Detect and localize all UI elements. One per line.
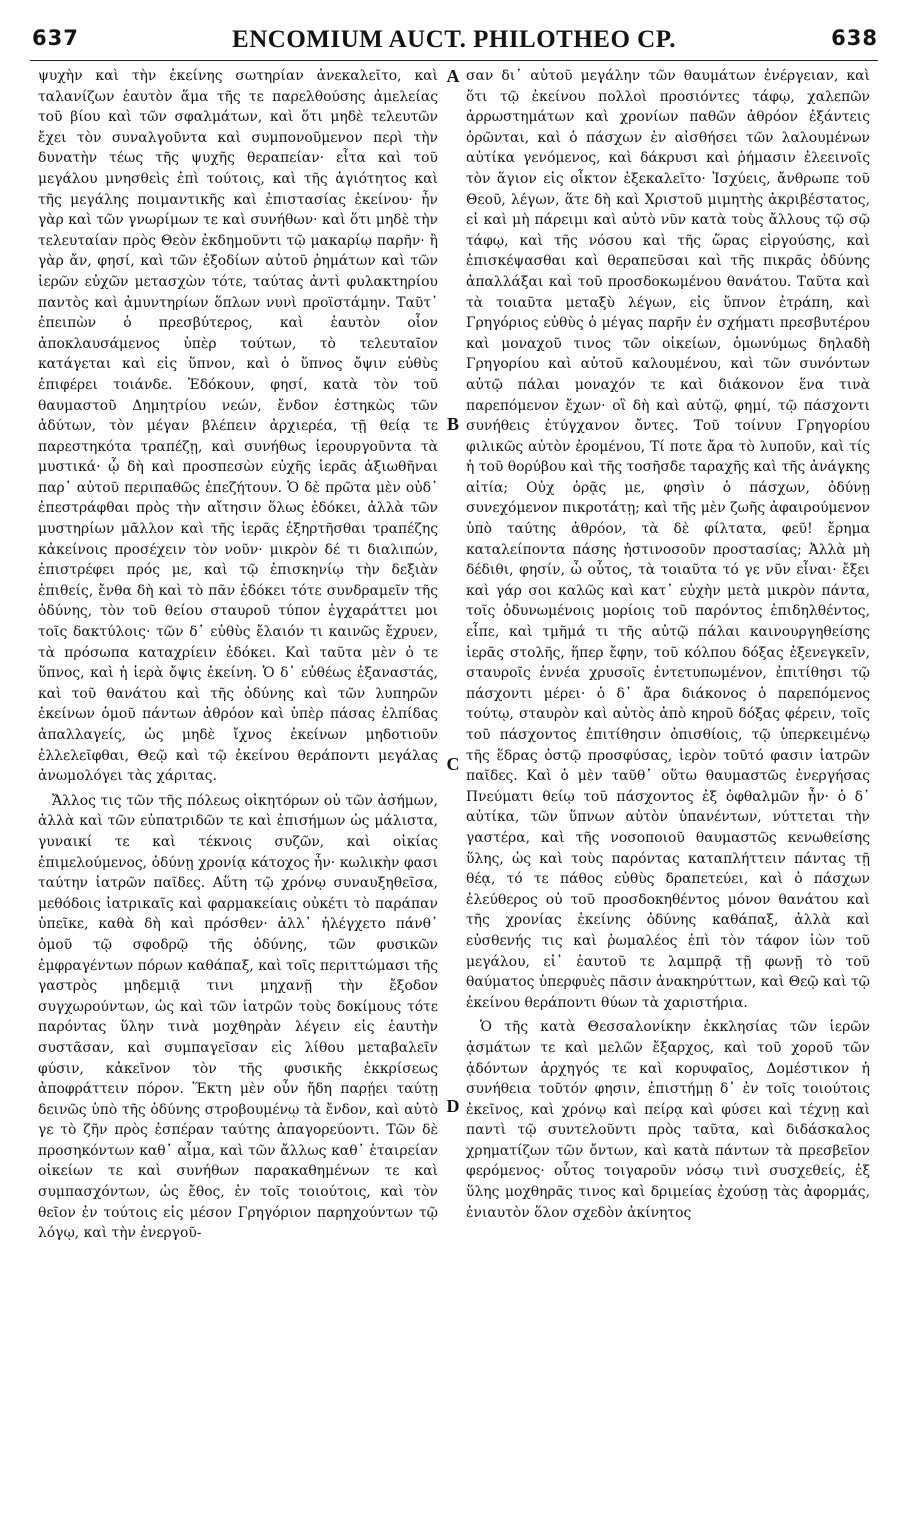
left-paragraph-2: Ἄλλος τις τῶν τῆς πόλεως οἰκητόρων οὐ τῶν ἀσήμων, ἀλλὰ καὶ τῶν εὐπατριδῶν τε καὶ ἐπισήμων ὡς μάλιστα, γυναικί τε καὶ τέκνοις συζῶν, καὶ οἰκίας ἐπιμελούμενος, ὀδύνῃ χρονίᾳ κάτοχος ἦν· κωλικὴν φασι ταύτην ἰατρῶν παῖδες. Αὕτη τῷ χρόνῳ συναυξηθεῖσα, μεθόδοις ἰατρικαῖς καὶ φαρμακείαις οὐκέτι τὸ παράπαν ὑπεῖκε, καθὰ δὴ καὶ πρόσθεν· ἀλλ᾽ ἠλέγχετο πάνθ᾽ ὁμοῦ τῷ σφοδρῷ τῆς ὀδύνης, τῶν φυσικῶν ἐμφραγέντων πόρων καθάπαξ, καὶ τοῖς περιττώμασι τῆς γαστρὸς μηδεμιᾷ τινι μηχανῇ τὴν ἔξοδον συγχωρούντων, ὡς καὶ τῶν ἰατρῶν τοὺς δοκίμους τότε παρόντας ὕλην τινὰ μοχθηρὰν λέγειν εἰς ἑαυτὴν συστᾶσαν, καὶ συμπαγεῖσαν εἰς λίθου μεταβαλεῖν φύσιν, κἀκεῖνον τὸν τῆς φυσικῆς ἐκκρίσεως ἀποφράττειν πόρον. Ἕκτη μὲν οὖν ἤδη παρῄει ταύτῃ δεινῶς ὑπὸ τῆς ὀδύνης στροβουμένῳ τὰ ἔνδον, καὶ αὐτὸ γε τὸ ζῆν πρὸς ἐσπέραν ταύτης ἀπαγορεύοντι. Τῶν δὲ προσηκόντων καθ᾽ αἷμα, καὶ τῶν ἄλλως καθ᾽ ἑταιρείαν οἰκείων τε καὶ συνήθων παρακαθημένων τε καὶ συμπασχόντων, ὡς ἔθος, ἐν τοῖς τοιούτοις, καὶ τὸν θεῖον ἐν τούτοις εἰς μέσον Γρηγόριον παρηχούντων τῷ λόγῳ, καὶ τὴν ἐνεργοῦ- <box>38 792 438 1242</box>
running-header <box>30 12 878 61</box>
page-number-right: 638 <box>831 26 878 50</box>
margin-marker-b: B <box>446 414 459 434</box>
left-paragraph-1: ψυχὴν καὶ τὴν ἐκείνης σωτηρίαν ἀνεκαλεῖτο, καὶ ταλανίζων ἑαυτὸν ἅμα τῆς τε παρελθούσης ἀμελείας τοῦ βίου καὶ τῶν σφαλμάτων, καὶ ὅτι μηδὲ τελευτῶν ἔχει τὸν συναλγοῦντα καὶ συμπονοῦμενον περὶ τὴν δυνατὴν τέως τῆς ψυχῆς θεραπείαν· εἶτα καὶ τοῦ μεγάλου μνησθεὶς ἐπὶ τούτοις, καὶ τῆς ἁγιότητος καὶ τῆς μεγάλης ποιμαντικῆς καὶ ἐπιστασίας ἐκείνου· ἦν γὰρ καὶ τῶν γνωρίμων τε καὶ συνήθων· καὶ ὅτι μηδὲ τὴν τελευταίαν πρὸς Θεὸν ἐκδημοῦντι τῷ μακαρίῳ παρῆν· ἢ γὰρ ἄν, φησί, καὶ τῶν ἐξοδίων αὐτοῦ ῥημάτων καὶ τῶν ἱερῶν εὐχῶν μετασχὼν τότε, ταύτας ἀντὶ φυλακτηρίου παντὸς καὶ ἀμυντηρίων ὅπλων νυνὶ προϊστάμην. Ταῦτ᾽ ἐπειπὼν ὁ πρεσβύτερος, καὶ ἑαυτὸν οἷον ἀποκλαυσάμενος ὑπὲρ τούτων, τὸ τελευταῖον κατάγεται καὶ εἰς ὕπνον, καὶ ὁ ὕπνος ὄψιν εὐθὺς ἐπιφέρει τοιάνδε. Ἐδόκουν, φησί, κατὰ τὸν τοῦ θαυμαστοῦ Δημητρίου νεών, ἔνδον ἑστηκὼς τῶν ἀδύτων, τὸν μέγαν βλέπειν ἀρχιερέα, τῇ θείᾳ τε παρεστηκότα τραπέζῃ, καὶ συνήθως ἱερουργοῦντα τὰ μυστικά· ᾧ δὴ καὶ προσπεσὼν εὐχῆς ἱερᾶς ἀξιωθῆναι παρ᾽ αὐτοῦ περιπαθῶς ἐπεζήτουν. Ὁ δὲ πρῶτα μὲν οὐδ᾽ ἐπεστράφθαι πρὸς τὴν αἴτησιν ὅλως ἐδόκει, ἀλλὰ τῶν μυστηρίων μᾶλλον καὶ τῆς ἱερᾶς ἐξηρτῆσθαι τραπέζης κἀκείνοις προσέχειν τὸν νοῦν· μικρὸν δέ τι διαλιπών, ἐπιστρέφει πρός με, καὶ τῷ ἐπισκηνίῳ τὴν δεξιὰν ἐπιθείς, ἔνθα δὴ καὶ τὸ πᾶν ἐδόκει τότε συνδραμεῖν τῆς ὀδύνης, τὸν τοῦ θείου σταυροῦ τύπον ἐγχαράττει μοι τοῖς δακτύλοις· τῶν δ᾽ εὐθὺς ἔλαιόν τι καινῶς ἔχρυεν, τὰ πρόσωπα καταχρίειν ἐδόκει. Καὶ ταῦτα μὲν ὁ τε ὕπνος, καὶ ἡ ἱερὰ ὄψις ἐκείνη. Ὁ δ᾽ εὐθέως ἐξαναστάς, καὶ τοῦ θανάτου καὶ τῆς ὀδύνης καὶ τῶν λυπηρῶν ἐκείνων ὁμοῦ πάντων ἀθρόον καὶ ὑπὲρ πάσας ἐλπίδας ἀπαλλαγείς, ὡς μηδὲ ἴχνος ἐκείνων μηδοτιοῦν ἐλλελεῖφθαι, Θεῷ καὶ τῷ ἐκείνου θεράποντι μεγάλας ἀνωμολόγει τὰς χάριτας. <box>38 68 438 785</box>
margin-marker-a: A <box>446 66 460 86</box>
running-title: ENCOMIUM AUCT. PHILOTHEO CP. <box>232 26 676 53</box>
right-paragraph-2: Ὁ τῆς κατὰ Θεσσαλονίκην ἐκκλησίας τῶν ἱερῶν ᾀσμάτων τε καὶ μελῶν ἔξαρχος, καὶ τοῦ χοροῦ τῶν ᾀδόντων ἀρχηγός τε καὶ κορυφαῖος, Δομέστικον ἡ συνήθεια τοῦτόν φησιν, ἐπιστήμῃ δ᾽ ἐν τοῖς τοιούτοις ἐκεῖνος, καὶ χρόνῳ καὶ πείρᾳ καὶ φύσει καὶ τέχνῃ καὶ παντὶ τῷ συντελοῦντι πρὸς ταῦτα, καὶ διδάσκαλος χρηματίζων τῶν ὄντων, καὶ κατὰ πάντων τὰ πρεσβεῖον φερόμενος· οὗτος τοιγαροῦν νόσῳ τινὶ συσχεθείς, ἐξ ὕλης μοχθηρᾶς τινος καὶ δριμείας ἐχούσῃ τὰς ἀφορμάς, ἐνιαυτὸν ὅλον σχεδὸν ἀκίνητος <box>466 1019 870 1221</box>
right-paragraph-1: σαν δι᾽ αὐτοῦ μεγάλην τῶν θαυμάτων ἐνέργειαν, καὶ ὅτι τῷ ἐκείνου πολλοὶ προσιόντες τάφῳ, χαλεπῶν ἀρρωστημάτων καὶ χρονίων παθῶν ἀθρόον ἐξάντεις ὁρῶνται, καὶ ὁ πάσχων ἐν αἰσθήσει τῶν λαλουμένων αὐτίκα γενόμενος, καὶ δάκρυσι καὶ ῥήμασιν ἐλεεινοῖς τὸν ἅγιον εἰς οἶκτον ἐξεκαλεῖτο· Ἰσχύεις, ἄνθρωπε τοῦ Θεοῦ, λέγων, ἅτε δὴ καὶ Χριστοῦ μιμητὴς ἀκριβέστατος, εἰ καὶ μὴ πάρειμι καὶ αὐτὸ νῦν κατὰ τοὺς ἄλλους τῷ σῷ τάφῳ, καὶ τῆς νόσου καὶ τῆς ὥρας εἰργούσης, καὶ ἐπισκέψασθαι καὶ θεραπεῦσαι καὶ τῆς πικρᾶς ὀδύνης ἀπαλλάξαι καὶ τοῦ προσδοκωμένου θανάτου. Ταῦτα καὶ τὰ τοιαῦτα μεταξὺ λέγων, εἰς ὕπνον ἐτράπη, καὶ Γρηγόριος εὐθὺς ὁ μέγας παρῆν ἐν σχήματι πρεσβυτέρου καὶ μοναχοῦ τινος τῶν οἰκείων, ὁμωνύμως δηλαδὴ Γρηγορίου καὶ αὐτοῦ καλουμένου, καὶ τῶν συνόντων αὐτῷ πάλαι μοναχόν τε καὶ διάκονον ἕνα τινὰ παρεπόμενον ἔχων· οἳ δὴ καὶ αὐτῷ, φημί, τῷ πάσχοντι συνήθεις ἐτύγχανον ὄντες. Τοῦ τοίνυν Γρηγορίου φιλικῶς αὐτὸν ἐρομένου, Τί ποτε ἄρα τὸ λυποῦν, καὶ τίς ἡ τοῦ θορύβου καὶ τῆς τοσῆσδε ταραχῆς καὶ τῆς ἀνάγκης αἰτία; Οὐχ ὁρᾷς με, φησὶν ὁ πάσχων, ὀδύνῃ συνεχόμενον πικροτάτῃ; καὶ τῆς μὲν ζωῆς ἀφαιρούμενον ὑπὸ ταύτης ἀθρόον, τὰ δὲ φίλτατα, φεῦ! ἔρημα καταλείποντα πάσης ἡστινοσοῦν προστασίας; Ἀλλὰ μὴ δέδιθι, φησίν, ὦ οὗτος, τὰ τοιαῦτα τό γε νῦν εἶναι· ἔξει καὶ γάρ σοι καλῶς καὶ κατ᾽ εὐχὴν μετὰ μικρὸν πάντα, τοῖς ὀδυνωμένοις μορίοις τοῦ παρόντος ἐπιδηλθέντος, εἶπε, καὶ τμῆμά τι τῆς αὐτῷ πάλαι καινουργηθείσης ἱερᾶς στολῆς, ἥπερ ἔφην, τοῦ κόλπου δόξας ἐξενεγκεῖν, σταυροῖς ἐννέα χρυσοῖς ἐντετυπωμένον, ἐπιτίθησι τῷ πάσχοντι μέρει· ὁ δ᾽ ἄρα διάκονος ὁ παρεπόμενος τούτῳ, σταυρὸν καὶ αὐτὸς ἀπὸ κηροῦ δόξας φέρειν, τοῖς τοῦ πάσχοντος ἐπιτίθησιν ὀπισθίοις, τῷ ὑπερκειμένῳ τῆς ἕδρας ὀστῷ προσφύσας, ἱερὸν τοῦτό φασιν ἰατρῶν παῖδες. Καὶ ὁ μὲν ταῦθ᾽ οὕτω θαυμαστῶς ἐνεργήσας Πνεύματι θείῳ τοῦ πάσχοντος ἐξ ὀφθαλμῶν ἦν· ὁ δ᾽ αὐτίκα, τῶν ὕπνων αὐτὸν ὑπανέντων, νύττεται τὴν γαστέρα, καὶ τῆς νοσοποιοῦ θαυμαστῶς κενωθείσης ὕλης, ὡς καὶ τοὺς παρόντας καταπλήττειν πάντας τῇ θέᾳ, τό τε πάθος εὐθὺς δραπετεύει, καὶ ὁ πάσχων ἐλεύθερος οὐ τοῦ προσδοκηθέντος μόνον θανάτου καὶ τῆς χρονίας ἐκείνης ὀδύνης καθάπαξ, ἀλλὰ καὶ εὐσθενής τις καὶ ῥωμαλέος ἐπὶ τὸν τάφον ἰὼν τοῦ μεγάλου, εἰ᾽ ἑαυτοῦ τε λαμπρᾷ τῇ φωνῇ τὸ τοῦ θαύματος ὑπερφυὲς πᾶσιν ἀνακηρύττων, καὶ Θεῷ καὶ τῷ ἐκείνου θεράποντι θύων τὰ χαριστήρια. <box>466 68 870 1011</box>
page-number-left: 637 <box>32 26 79 50</box>
margin-marker-d: D <box>446 1096 460 1116</box>
left-column <box>38 66 438 1247</box>
right-column <box>466 66 870 1226</box>
margin-marker-c: C <box>446 754 460 774</box>
